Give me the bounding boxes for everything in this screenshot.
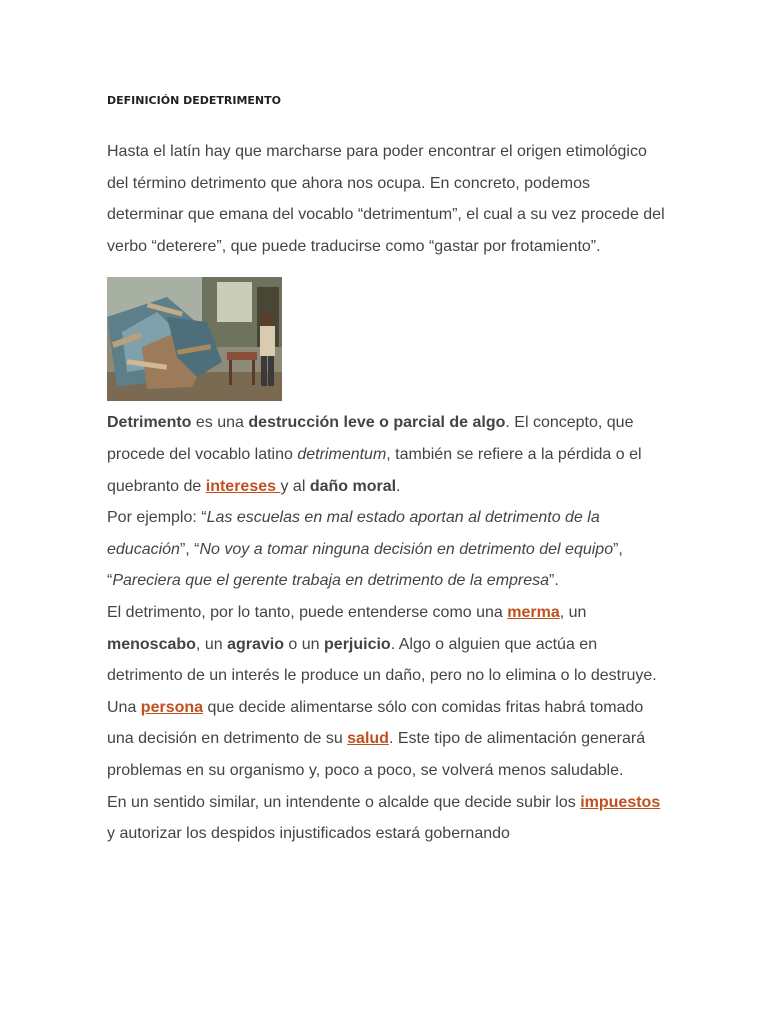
text-fragment: Una [107,698,141,716]
example-3: Pareciera que el gerente trabaja en detrimento de la empresa [112,572,550,590]
text-fragment: , también se refiere a la pérdida o el quebranto de [107,445,642,495]
text-fragment: y al [280,477,310,495]
document-page [107,93,667,850]
text-fragment: Por ejemplo: “ [107,509,207,527]
link-impuestos[interactable]: impuestos [580,793,661,811]
text-fragment: . Este tipo de alimentación generará problemas en su organismo y, poco a poco, se volverá menos saludable. [107,730,646,779]
text-fragment: o un [283,635,325,653]
text-fragment: En un sentido similar, un intendente o alcalde que decide subir los [107,793,581,811]
link-persona[interactable]: persona [140,698,204,716]
text-fragment: , un [195,635,228,653]
text-fragment: El detrimento, por lo tanto, puede entenderse como una [107,603,508,621]
italic-detrimentum: detrimentum [297,445,387,463]
link-merma[interactable]: merma [507,603,560,621]
text-fragment: que decide alimentarse sólo con comidas fritas habrá tomado una decisión en detrimento de su [107,698,644,748]
text-fragment: y autorizar los despidos injustificados estará gobernando [107,825,510,843]
text-fragment: ”. [549,572,559,590]
intro-paragraph: Hasta el latín hay que marcharse para poder encontrar el origen etimológico del término detrimento que ahora nos ocupa. En concreto, podemos determinar que emana del vocablo “detrimentum”, el cual a su vez procede del verbo “deterere”, que puede traducirse como “gastar por frotamiento”. [107,143,665,255]
text-fragment: ”, “ [107,540,623,590]
examples-paragraph [107,502,667,597]
text-fragment: , un [559,603,587,621]
classroom-photo [107,277,282,401]
link-salud[interactable]: salud [347,730,389,748]
bold-detrimento: Detrimento [107,414,192,432]
bold-perjuicio: perjuicio [324,635,391,653]
text-fragment: ”, “ [179,540,200,558]
bold-definition: destrucción leve o parcial de algo [248,414,506,432]
bold-menoscabo: menoscabo [107,635,196,653]
government-paragraph [107,787,667,850]
health-paragraph [107,692,667,787]
text-fragment: . Algo o alguien que actúa en detrimento de un interés le produce un daño, pero no lo elimina o lo destruye. [107,635,657,685]
example-2: No voy a tomar ninguna decisión en detrimento del equipo [199,540,614,558]
bold-dano-moral: daño moral [309,477,397,495]
synonyms-paragraph [107,597,667,692]
document-heading: DEFINICIÓN DEDETRIMENTO [107,94,281,107]
text-fragment: es una [191,414,249,432]
bold-agravio: agravio [227,635,284,653]
example-1: Las escuelas en mal estado aportan al detrimento de la educación [107,509,600,558]
link-intereses[interactable]: intereses [205,477,281,495]
text-fragment: . [396,477,401,495]
definition-paragraph [107,407,667,502]
text-fragment: . El concepto, que procede del vocablo latino [107,414,634,463]
